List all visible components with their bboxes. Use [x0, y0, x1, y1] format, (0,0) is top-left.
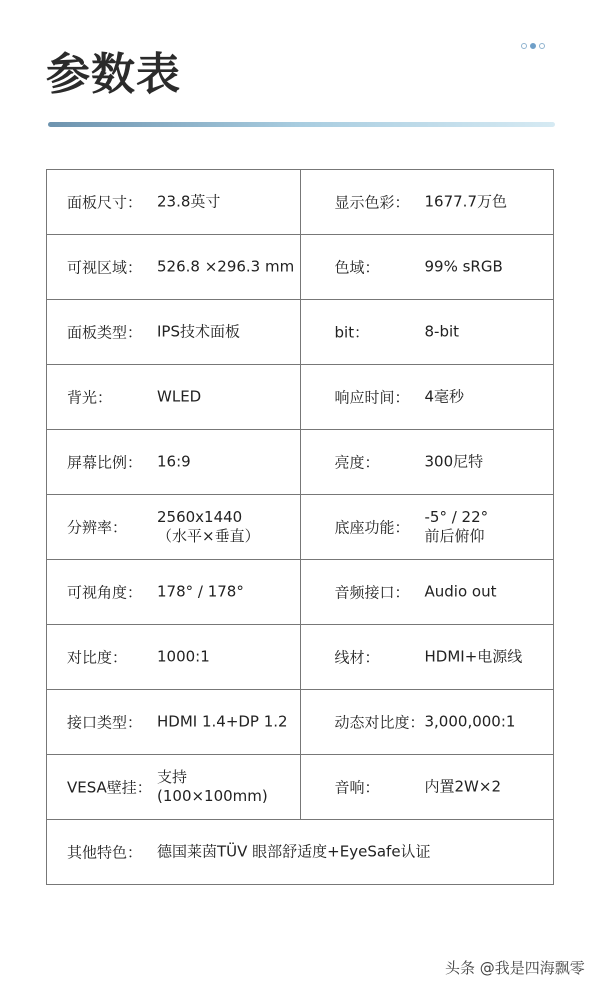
- spec-label: 屏幕比例：: [67, 453, 143, 472]
- table-row: [47, 300, 554, 365]
- table-row: [47, 755, 554, 820]
- spec-value-line: 支持: [157, 768, 188, 786]
- spec-cell: [300, 430, 554, 495]
- spec-value-line: 8-bit: [424, 322, 460, 341]
- page-title: 参数表: [46, 49, 181, 100]
- spec-value-line: HDMI+电源线: [424, 647, 523, 666]
- spec-label: 可视角度：: [67, 583, 143, 602]
- spec-cell: [300, 365, 554, 430]
- spec-label: bit：: [334, 323, 370, 342]
- spec-label: 音响：: [334, 778, 380, 797]
- spec-label: 响应时间：: [334, 388, 410, 407]
- spec-value: [157, 258, 294, 277]
- table-row: [47, 690, 554, 755]
- spec-value-line: (100×100mm): [157, 787, 268, 805]
- spec-value: [157, 583, 244, 602]
- spec-label: 色域：: [334, 258, 380, 277]
- spec-value-line: Audio out: [424, 582, 497, 601]
- watermark: 头条 @我是四海飘零: [445, 959, 585, 977]
- spec-label: 亮度：: [334, 453, 380, 472]
- spec-value: [157, 453, 191, 472]
- spec-cell: [47, 495, 301, 560]
- spec-value-line: 4毫秒: [424, 387, 465, 406]
- table-row: [47, 625, 554, 690]
- spec-label: 音频接口：: [334, 583, 410, 602]
- indicator-dot: [539, 43, 545, 49]
- spec-label: 其他特色：: [67, 843, 143, 862]
- spec-value: [425, 713, 516, 732]
- spec-label: 动态对比度：: [334, 713, 425, 732]
- spec-cell: [300, 235, 554, 300]
- spec-value: [157, 193, 220, 212]
- spec-value-line: 1677.7万色: [424, 192, 507, 211]
- spec-value-line: 16:9: [157, 452, 191, 471]
- table-row: [47, 170, 554, 235]
- spec-value-line: 1000:1: [157, 647, 210, 666]
- spec-value: [157, 648, 210, 667]
- table-row: [47, 430, 554, 495]
- spec-cell: [47, 560, 301, 625]
- spec-label: 可视区域：: [67, 258, 143, 277]
- spec-cell: [47, 365, 301, 430]
- spec-cell: [300, 170, 554, 235]
- spec-value-line: IPS技术面板: [157, 322, 240, 341]
- spec-cell: [47, 625, 301, 690]
- spec-value: [157, 713, 288, 732]
- spec-cell: [47, 690, 301, 755]
- page-indicator: [521, 43, 545, 49]
- spec-value-line: HDMI 1.4+DP 1.2: [157, 712, 288, 731]
- spec-value: [425, 323, 460, 342]
- spec-cell: [47, 755, 301, 820]
- spec-value-line: 3,000,000:1: [424, 712, 516, 731]
- spec-value: [157, 768, 268, 806]
- spec-value: [157, 508, 260, 546]
- title-divider: [48, 122, 555, 127]
- spec-cell: [300, 300, 554, 365]
- spec-value: [425, 508, 489, 546]
- spec-table: [46, 169, 554, 885]
- indicator-dot: [521, 43, 527, 49]
- spec-cell: [47, 430, 301, 495]
- spec-value: [157, 843, 431, 862]
- spec-cell: [300, 495, 554, 560]
- spec-value-line: 300尼特: [424, 452, 484, 471]
- spec-value: [425, 453, 484, 472]
- spec-cell: [300, 560, 554, 625]
- spec-value-line: -5° / 22°: [424, 508, 489, 526]
- spec-value: [425, 648, 523, 667]
- spec-label: 背光：: [67, 388, 113, 407]
- table-row: [47, 235, 554, 300]
- spec-value-line: （水平×垂直）: [157, 527, 260, 545]
- spec-cell: [47, 235, 301, 300]
- spec-value-line: 526.8 ×296.3 mm: [157, 257, 295, 276]
- spec-value: [425, 583, 497, 602]
- indicator-dot-active: [530, 43, 536, 49]
- spec-cell: [47, 170, 301, 235]
- spec-value-line: WLED: [157, 387, 202, 406]
- spec-value-line: 23.8英寸: [157, 192, 221, 211]
- spec-cell: [47, 820, 554, 885]
- spec-label: VESA壁挂：: [67, 778, 152, 797]
- table-row: [47, 495, 554, 560]
- spec-cell: [300, 755, 554, 820]
- spec-label: 底座功能：: [334, 518, 410, 537]
- spec-value: [425, 258, 503, 277]
- spec-value-line: 前后俯仰: [424, 527, 485, 545]
- spec-cell: [47, 300, 301, 365]
- table-row: [47, 365, 554, 430]
- spec-cell: [300, 625, 554, 690]
- spec-value-line: 内置2W×2: [424, 777, 501, 796]
- spec-value: [425, 193, 508, 212]
- table-row-full: [47, 820, 554, 885]
- spec-value: [157, 388, 201, 407]
- spec-label: 分辨率：: [67, 518, 128, 537]
- spec-label: 对比度：: [67, 648, 128, 667]
- spec-value-line: 2560x1440: [157, 508, 243, 526]
- spec-value: [425, 388, 465, 407]
- spec-value-line: 178° / 178°: [157, 582, 244, 601]
- spec-value-line: 99% sRGB: [424, 257, 503, 276]
- table-row: [47, 560, 554, 625]
- spec-label: 显示色彩：: [334, 193, 410, 212]
- spec-value: [425, 778, 502, 797]
- spec-label: 面板尺寸：: [67, 193, 143, 212]
- spec-value: [157, 323, 240, 342]
- spec-label: 面板类型：: [67, 323, 143, 342]
- spec-cell: [300, 690, 554, 755]
- spec-label: 线材：: [334, 648, 380, 667]
- spec-value-line: 德国莱茵TÜV 眼部舒适度+EyeSafe认证: [157, 842, 431, 861]
- spec-label: 接口类型：: [67, 713, 143, 732]
